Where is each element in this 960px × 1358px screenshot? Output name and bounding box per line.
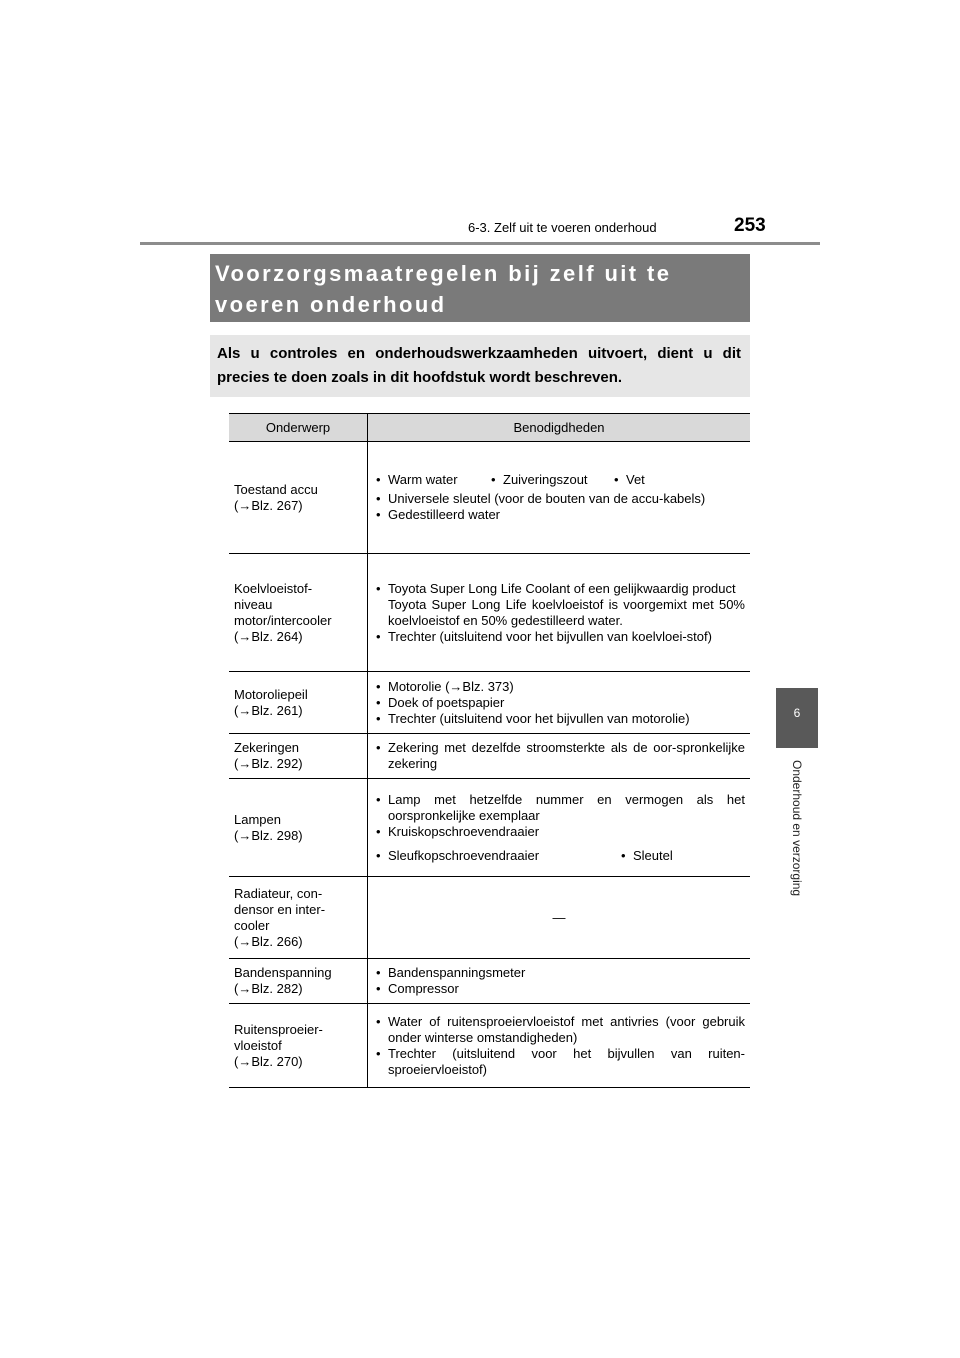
list-item: • Vet [611,472,645,488]
supplies-list [373,792,745,840]
list-item: • Motorolie (→Blz. 373) [373,679,745,695]
table-row [229,672,750,734]
list-item: • Compressor [373,981,745,997]
table-row [229,1004,750,1088]
supplies-list [373,491,745,523]
subject-line: niveau [234,596,273,612]
subject-line: (→Blz. 282) [234,981,303,996]
subject-cell [229,877,368,959]
supplies-cell [368,734,751,779]
list-item: • Zekering met dezelfde stroomsterkte als de oor-spronkelijke zekering [373,740,745,772]
page-header [0,0,960,250]
subject-line: motor/intercooler [234,612,332,628]
table-row [229,442,750,554]
list-item: • Trechter (uitsluitend voor het bijvullen van koelvloei-stof) [373,629,745,645]
supplies-cell: — [368,877,751,959]
list-item: • Universele sleutel (voor de bouten van de accu-kabels) [373,491,745,507]
subject-line: Lampen [234,811,281,827]
list-item: • Warm water [373,472,488,488]
subject-cell [229,779,368,877]
subject-cell [229,442,368,554]
table-row [229,877,750,959]
subject-line: Motoroliepeil [234,686,308,702]
list-item: • Gedestilleerd water [373,507,745,523]
subject-line: Toestand accu [234,481,318,497]
supplies-list [373,581,745,645]
list-item: • Trechter (uitsluitend voor het bijvullen van ruiten-sproeiervloeistof) [373,1046,745,1078]
section-reference: 6-3. Zelf uit te voeren onderhoud [468,220,657,235]
requirements-table [229,413,750,1088]
subject-line: (→Blz. 267) [234,497,303,513]
subject-line: (→Blz. 270) [234,1053,303,1069]
list-item: • Kruiskopschroevendraaier [373,824,745,840]
chapter-title: Onderhoud en verzorging [790,760,804,897]
intro-text: Als u controles en onderhoudswerkzaamheden uitvoert, dient u dit precies te doen zoals in dit hoofdstuk wordt beschreven. [217,345,741,386]
subject-cell [229,734,368,779]
supplies-list [373,740,745,772]
supplies-cell [368,442,751,554]
supplies-cell [368,554,751,672]
list-item: • Lamp met hetzelfde nummer en vermogen als het oorspronkelijke exemplaar [373,792,745,824]
supplies-cell [368,672,751,734]
supplies-cell [368,959,751,1004]
subject-line: Radiateur, con- [234,885,323,901]
inline-items [373,472,745,488]
subject-line: (→Blz. 298) [234,827,303,843]
subject-line: Zekeringen [234,740,300,755]
subject-line: (→Blz. 261) [234,702,303,718]
supplies-list [373,1014,745,1078]
page-number: 253 [734,215,766,236]
list-subtext: Toyota Super Long Life koelvloeistof is voorgemixt met 50% koelvloeistof en 50% gedestilleerd water. [388,596,745,628]
chapter-tab: 6 [776,688,818,748]
supplies-cell [368,1004,751,1088]
subject-cell [229,554,368,672]
table-row [229,734,750,779]
supplies-cell [368,779,751,877]
list-item: • Bandenspanningsmeter [373,965,745,981]
subject-cell [229,1004,368,1088]
page-title: Voorzorgsmaatregelen bij zelf uit te voeren onderhoud [215,261,672,317]
subject-line: vloeistof [234,1037,282,1053]
subject-line: Bandenspanning [234,965,332,980]
column-header: Benodigdheden [368,414,751,442]
inline-items [373,848,745,864]
table-row [229,779,750,877]
subject-line: (→Blz. 292) [234,756,303,771]
list-item: • Zuiveringszout [488,472,611,488]
subject-cell [229,672,368,734]
table-row [229,554,750,672]
header-rule [140,242,820,245]
subject-line: cooler [234,917,270,933]
list-item: • Doek of poetspapier [373,695,745,711]
table-header-row [229,414,750,442]
supplies-list [373,965,745,997]
subject-line: densor en inter- [234,901,326,917]
list-item: • Sleufkopschroevendraaier [373,848,618,864]
table-row [229,959,750,1004]
subject-line: Koelvloeistof- [234,580,313,596]
subject-line: (→Blz. 264) [234,628,303,644]
list-item: • Sleutel [618,848,673,864]
column-header: Onderwerp [229,414,368,442]
subject-cell [229,959,368,1004]
list-item: • Toyota Super Long Life Coolant of een gelijkwaardig product [373,581,745,597]
list-item: • Trechter (uitsluitend voor het bijvullen van motorolie) [373,711,745,727]
supplies-list [373,679,745,727]
subject-line: (→Blz. 266) [234,933,303,949]
list-item: • Water of ruitensproeiervloeistof met antivries (voor gebruik onder winterse omstandigheden) [373,1014,745,1046]
subject-line: Ruitensproeier- [234,1021,323,1037]
